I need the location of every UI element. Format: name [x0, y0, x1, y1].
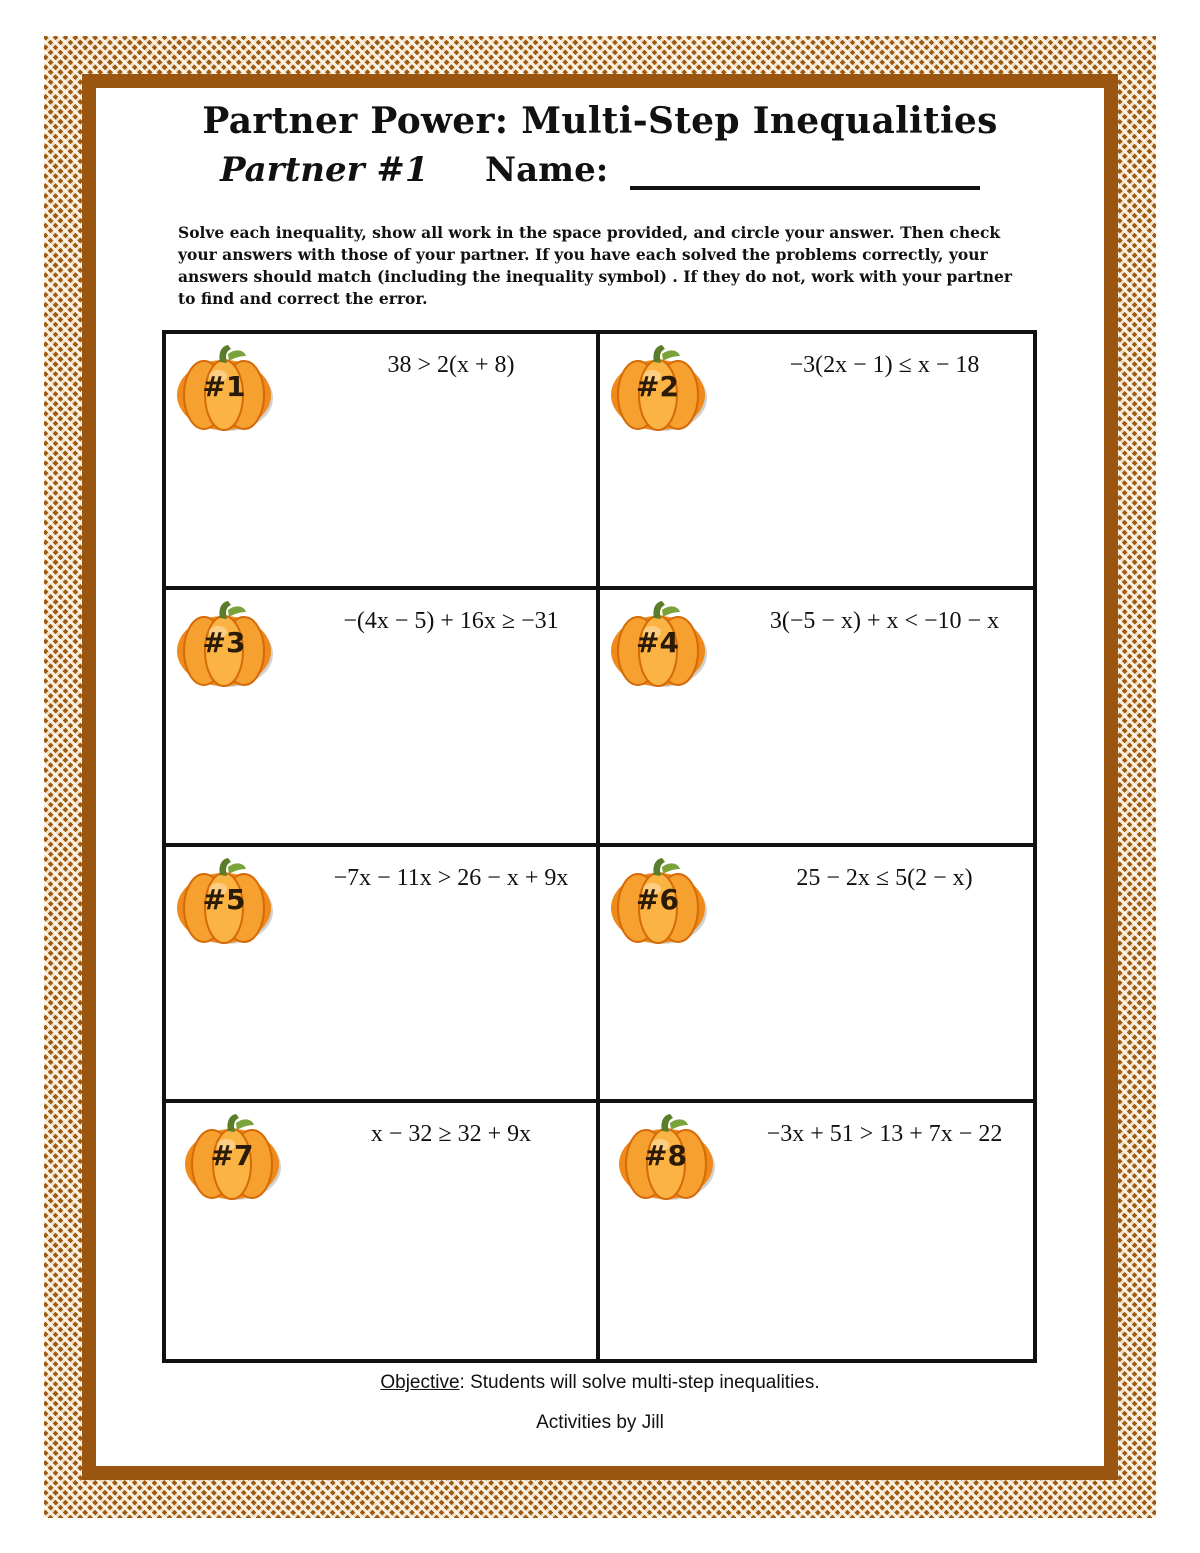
- pumpkin-icon: [616, 1111, 720, 1203]
- pumpkin-icon: [608, 855, 712, 947]
- problem-number-label: #4: [636, 626, 679, 660]
- instructions: Solve each inequality, show all work in the space provided, and circle your answer. Then check your answers with those of your partner. If you have each solved the problems correctly, your answers should match (including the inequality symbol) . If they do not, work with your partner to find and correct the error.: [178, 223, 1013, 308]
- problem-equation: −3(2x − 1) ≤ x − 18: [789, 352, 980, 378]
- problem-number-label: #2: [636, 370, 679, 403]
- problem-equation: −(4x − 5) + 16x ≥ −31: [343, 608, 559, 635]
- problem-number-label: #8: [644, 1138, 687, 1172]
- problem-number-label: #3: [202, 626, 246, 660]
- problem-equation: −3x + 51 > 13 + 7x − 22: [766, 1120, 1003, 1147]
- pumpkin-icon: [608, 342, 712, 434]
- problem-box-3[interactable]: [166, 590, 600, 846]
- problem-number-label: #7: [210, 1138, 254, 1172]
- objective-text: : Students will solve multi-step inequalities.: [459, 1372, 820, 1393]
- problem-equation: x − 32 ≥ 32 + 9x: [370, 1120, 532, 1147]
- problem-box-1[interactable]: [166, 334, 600, 590]
- problem-equation: 38 > 2(x + 8): [387, 352, 515, 378]
- problem-equation: 25 − 2x ≤ 5(2 − x): [796, 864, 973, 891]
- problem-box-5[interactable]: [166, 847, 600, 1103]
- problem-equation: −7x − 11x > 26 − x + 9x: [333, 864, 569, 891]
- name-label: Name:: [485, 150, 609, 190]
- problem-box-6[interactable]: [600, 847, 1034, 1103]
- problem-box-2[interactable]: [600, 334, 1034, 590]
- problem-equation: 3(−5 − x) + x < −10 − x: [769, 608, 1000, 635]
- name-field-line[interactable]: [630, 186, 980, 190]
- pumpkin-icon: [174, 342, 278, 434]
- problem-box-7[interactable]: [166, 1103, 600, 1359]
- credit-line: Activities by Jill: [536, 1412, 664, 1433]
- page-title: Partner Power: Multi-Step Inequalities: [202, 100, 998, 142]
- problem-box-8[interactable]: [600, 1103, 1034, 1359]
- problem-number-label: #1: [202, 370, 246, 403]
- pumpkin-icon: [174, 855, 278, 947]
- problem-number-label: #6: [636, 882, 679, 916]
- problem-grid: [162, 330, 1037, 1363]
- objective-label: Objective: [380, 1372, 460, 1393]
- objective-line: [0, 1372, 1200, 1394]
- pumpkin-icon: [182, 1111, 286, 1203]
- problem-box-4[interactable]: [600, 590, 1034, 846]
- partner-label: Partner #1: [220, 150, 429, 190]
- pumpkin-icon: [174, 598, 278, 690]
- problem-number-label: #5: [202, 882, 246, 916]
- pumpkin-icon: [608, 598, 712, 690]
